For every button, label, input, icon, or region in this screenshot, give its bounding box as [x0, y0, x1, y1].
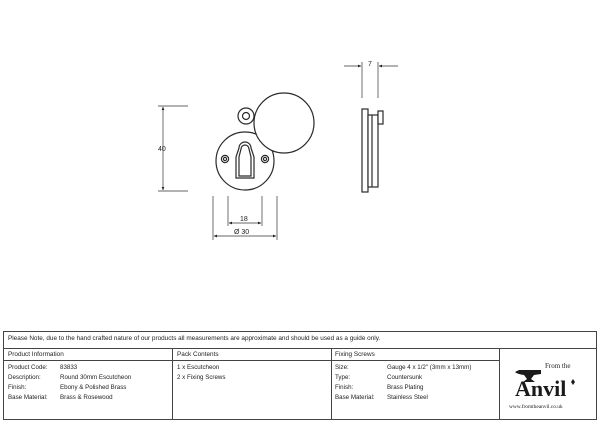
info-panel: [3, 331, 597, 420]
fixing-screws-heading: Fixing Screws: [335, 351, 375, 358]
column-divider-1: [172, 348, 173, 419]
screw-finish-value: Brass Plating: [387, 384, 424, 391]
finish-value: Ebony & Polished Brass: [60, 384, 127, 391]
product-code-value: 83833: [60, 364, 78, 371]
screw-material-label: Base Material:: [335, 394, 375, 401]
base-material-value: Brass & Rosewood: [60, 394, 113, 401]
table-header-divider: [4, 360, 499, 361]
from-the-anvil-logo: [501, 356, 596, 416]
screw-size-value: Gauge 4 x 1/2" (3mm x 13mm): [387, 364, 472, 371]
anvil-logo-graphic: [501, 356, 596, 416]
screw-material-value: Stainless Steel: [387, 394, 428, 401]
column-divider-3: [499, 348, 500, 419]
disclaimer-note: Please Note, due to the hand crafted nature of our products all measurements are approximate and should be used as a guide only.: [8, 335, 381, 342]
finish-label: Finish:: [8, 384, 27, 391]
description-label: Description:: [8, 374, 41, 381]
side-view-pivot: [378, 111, 383, 124]
base-material-label: Base Material:: [8, 394, 48, 401]
column-divider-2: [331, 348, 332, 419]
table-top-divider: [4, 348, 596, 349]
logo-tagline: From the: [545, 362, 571, 370]
pack-item: 1 x Escutcheon: [177, 364, 220, 371]
cover-pivot-boss: [238, 108, 254, 124]
cover-disc-outline: [254, 93, 314, 153]
dim-diameter-label: Ø 30: [234, 229, 250, 236]
screw-size-label: Size:: [335, 364, 349, 371]
pack-item: 2 x Fixing Screws: [177, 374, 226, 381]
screw-finish-label: Finish:: [335, 384, 354, 391]
dim-height-label: 40: [158, 146, 166, 153]
description-value: Round 30mm Escutcheon: [60, 374, 132, 381]
side-view-cover: [368, 115, 378, 187]
dim-depth-label: 7: [368, 61, 372, 68]
screw-type-value: Countersunk: [387, 374, 423, 381]
screw-type-label: Type:: [335, 374, 351, 381]
dim-inner-label: 18: [240, 216, 248, 223]
product-info-heading: Product Information: [8, 351, 64, 358]
pack-contents-heading: Pack Contents: [177, 351, 219, 358]
logo-url: www.fromtheanvil.co.uk: [509, 404, 563, 410]
side-view-plate: [362, 109, 368, 192]
logo-diamond: [571, 379, 575, 385]
product-code-label: Product Code:: [8, 364, 48, 371]
logo-name: Anvil: [515, 376, 567, 401]
